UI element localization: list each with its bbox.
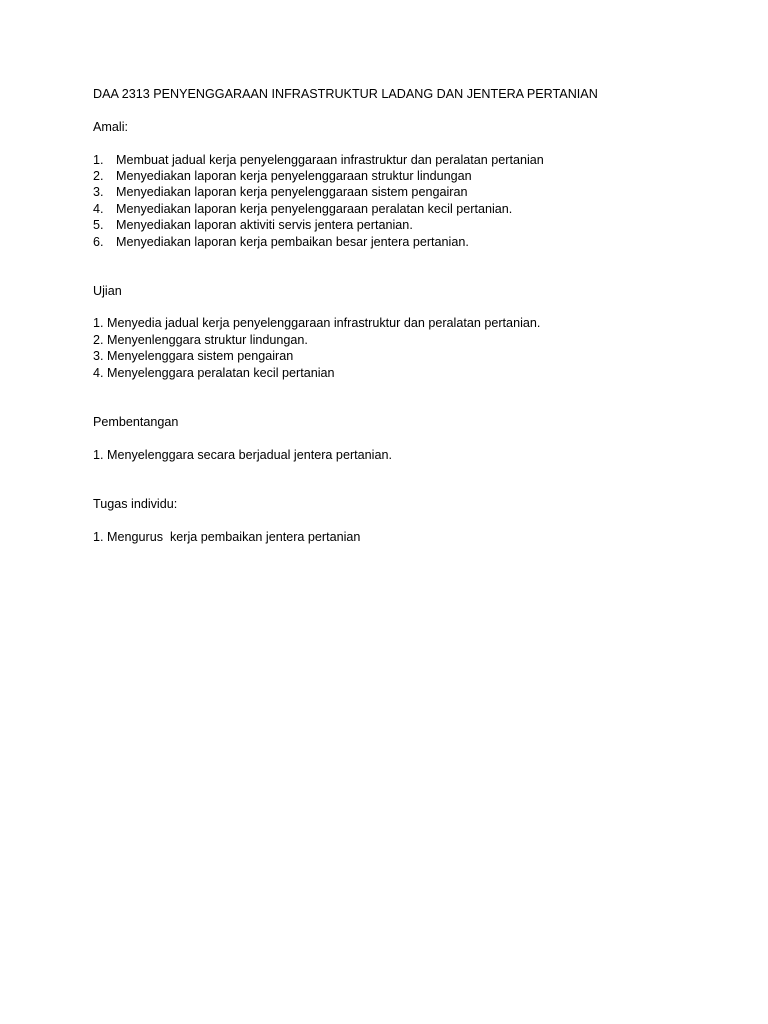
tugas-list (93, 529, 733, 545)
list-item-number: 1. (93, 152, 104, 167)
list-item (93, 184, 733, 200)
list-item (93, 152, 733, 168)
list-item-text: Menyediakan laporan kerja pembaikan besar jentera pertanian. (116, 234, 469, 249)
list-item-text: Menyediakan laporan aktiviti servis jentera pertanian. (116, 218, 413, 233)
document-title: DAA 2313 PENYENGGARAAN INFRASTRUKTUR LADANG DAN JENTERA PERTANIAN (93, 87, 598, 101)
list-item-number: 6. (93, 234, 104, 249)
list-item-number: 2. (93, 168, 104, 183)
amali-heading: Amali: (93, 119, 128, 134)
list-item: 1. Menyedia jadual kerja penyelenggaraan infrastruktur dan peralatan pertanian. (93, 316, 541, 331)
pembentangan-list (93, 447, 733, 463)
list-item-number: 5. (93, 218, 104, 233)
ujian-list (93, 315, 733, 381)
list-item: 1. Mengurus kerja pembaikan jentera pertanian (93, 529, 361, 544)
list-item (93, 201, 733, 217)
tugas-heading: Tugas individu: (93, 496, 178, 511)
list-item-number: 4. (93, 201, 104, 216)
list-item: 2. Menyenlenggara struktur lindungan. (93, 332, 308, 347)
list-item (93, 234, 733, 250)
list-item-text: Menyediakan laporan kerja penyelenggaraan sistem pengairan (116, 185, 468, 200)
list-item-text: Membuat jadual kerja penyelenggaraan infrastruktur dan peralatan pertanian (116, 152, 544, 167)
amali-list (93, 152, 733, 250)
pembentangan-heading: Pembentangan (93, 414, 179, 429)
list-item-text: Menyediakan laporan kerja penyelenggaraan peralatan kecil pertanian. (116, 201, 513, 216)
ujian-heading: Ujian (93, 283, 122, 298)
list-item: 1. Menyelenggara secara berjadual jentera pertanian. (93, 447, 392, 462)
document-page (93, 86, 733, 545)
list-item-text: Menyediakan laporan kerja penyelenggaraan struktur lindungan (116, 168, 472, 183)
list-item (93, 217, 733, 233)
list-item-number: 3. (93, 185, 104, 200)
list-item (93, 168, 733, 184)
list-item: 4. Menyelenggara peralatan kecil pertanian (93, 365, 335, 380)
list-item: 3. Menyelenggara sistem pengairan (93, 349, 294, 364)
